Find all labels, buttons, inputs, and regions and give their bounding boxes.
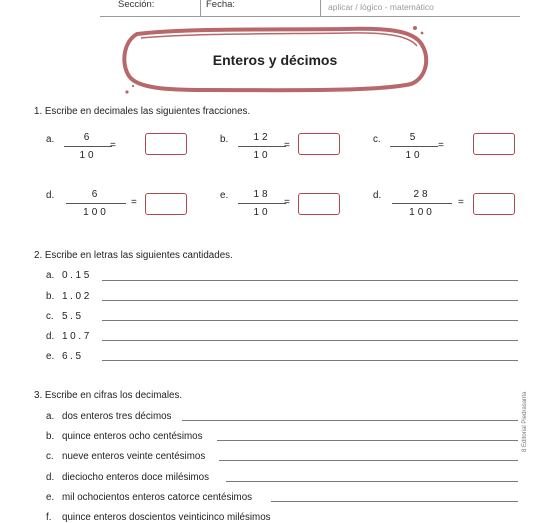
numerator: 28 (413, 189, 431, 200)
fraction-bar (64, 146, 112, 147)
answer-box[interactable] (298, 133, 340, 155)
answer-line[interactable] (271, 501, 518, 502)
equals-sign: = (438, 140, 444, 151)
answer-box[interactable] (145, 193, 187, 215)
item-label: a. (46, 134, 55, 145)
amount-value: 1.02 (62, 291, 92, 302)
item-label: d. (46, 331, 55, 342)
equals-sign: = (284, 197, 290, 208)
page-title: Enteros y décimos (212, 52, 338, 68)
item-label: e. (220, 190, 229, 201)
equals-sign: = (110, 140, 116, 151)
question-3-prompt: 3. Escribe en cifras los decimales. (34, 390, 183, 401)
date-label: Fecha: (206, 0, 236, 10)
amount-value: 0.15 (62, 270, 92, 281)
phrase-text: mil ochocientos enteros catorce centésimos (62, 492, 253, 503)
fraction (390, 132, 438, 161)
item-label: c. (46, 451, 54, 462)
amount-value: 10.7 (62, 331, 92, 342)
numerator: 6 (91, 189, 101, 200)
item-label: e. (46, 492, 55, 503)
answer-line[interactable] (226, 481, 518, 482)
item-label: a. (46, 270, 55, 281)
numerator: 5 (409, 132, 419, 143)
item-label: d. (46, 190, 55, 201)
answer-line[interactable] (219, 460, 518, 461)
answer-box[interactable] (145, 133, 187, 155)
section-label: Sección: (118, 0, 155, 10)
denominator: 100 (409, 207, 435, 218)
item-label: a. (46, 411, 55, 422)
answer-box[interactable] (473, 193, 515, 215)
item-label: c. (46, 311, 54, 322)
denominator: 10 (79, 150, 97, 161)
answer-line[interactable] (182, 420, 518, 421)
numerator: 12 (253, 132, 271, 143)
phrase-text: nueve enteros veinte centésimos (62, 451, 206, 462)
item-label: b. (46, 431, 55, 442)
skill-text: aplicar / lógico - matemático (328, 2, 434, 12)
answer-line[interactable] (102, 340, 518, 341)
answer-box[interactable] (473, 133, 515, 155)
question-2-prompt: 2. Escribe en letras las siguientes cantidades. (34, 250, 233, 261)
fraction-bar (66, 203, 126, 204)
fraction (392, 189, 452, 218)
denominator: 10 (253, 150, 271, 161)
question-1-prompt: 1. Escribe en decimales las siguientes fracciones. (34, 106, 251, 117)
item-label: f. (46, 512, 52, 523)
fraction (238, 189, 286, 218)
phrase-text: dieciocho enteros doce milésimos (62, 472, 210, 483)
numerator: 6 (83, 132, 93, 143)
header-divider (200, 0, 201, 16)
answer-line[interactable] (102, 280, 518, 281)
item-label: b. (220, 134, 229, 145)
fraction-bar (392, 203, 452, 204)
item-label: e. (46, 351, 55, 362)
fraction-bar (238, 203, 286, 204)
amount-value: 5.5 (62, 311, 84, 322)
denominator: 10 (253, 207, 271, 218)
answer-line[interactable] (102, 360, 518, 361)
equals-sign: = (131, 197, 137, 208)
fraction (64, 132, 112, 161)
fraction (238, 132, 286, 161)
answer-line[interactable] (102, 320, 518, 321)
phrase-text: quince enteros ocho centésimos (62, 431, 203, 442)
phrase-text: dos enteros tres décimos (62, 411, 172, 422)
fraction (66, 189, 126, 218)
equals-sign: = (458, 197, 464, 208)
item-label: b. (46, 291, 55, 302)
answer-box[interactable] (298, 193, 340, 215)
answer-line[interactable] (217, 440, 518, 441)
fraction-bar (238, 146, 286, 147)
item-label: d. (373, 190, 382, 201)
publisher-note: 8 Editorial Piedrasanta (522, 391, 528, 452)
fraction-bar (390, 146, 438, 147)
answer-line[interactable] (102, 300, 518, 301)
header-rule (100, 16, 520, 17)
amount-value: 6.5 (62, 351, 84, 362)
denominator: 10 (405, 150, 423, 161)
phrase-text: quince enteros doscientos veinticinco milésimos (62, 512, 271, 523)
equals-sign: = (284, 140, 290, 151)
denominator: 100 (83, 207, 109, 218)
header-divider (320, 0, 321, 16)
item-label: c. (373, 134, 381, 145)
item-label: d. (46, 472, 55, 483)
numerator: 18 (253, 189, 271, 200)
